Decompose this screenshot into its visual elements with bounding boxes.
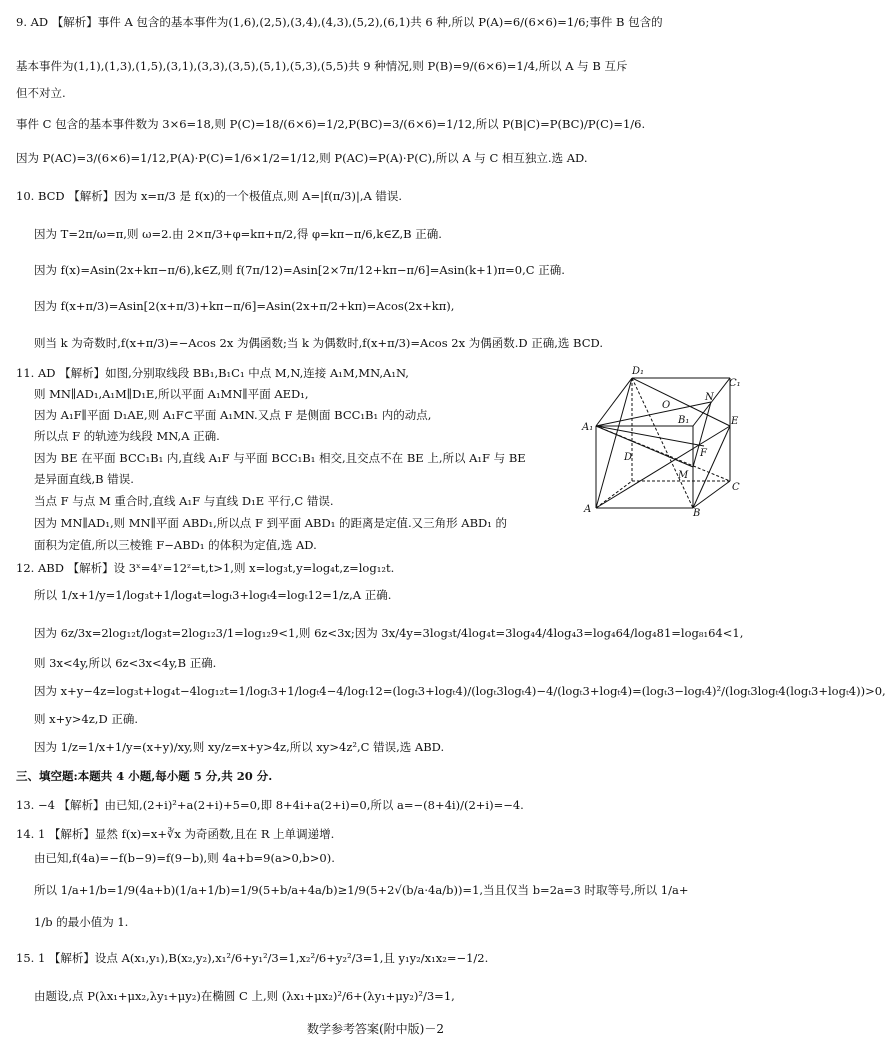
q11-line-1: 11. AD 【解析】如图,分别取线段 BB₁,B₁C₁ 中点 M,N,连接 A₁M,MN,A₁N, [16, 366, 409, 380]
q12-line-7: 因为 1/z=1/x+1/y=(x+y)/xy,则 xy/z=x+y>4z,所以 xy>4z²,C 错误,选 ABD. [34, 740, 445, 754]
label-d1: D₁ [632, 366, 645, 377]
q10-line-4: 因为 f(x+π/3)=Asin[2(x+π/3)+kπ−π/6]=Asin(2x+π/2+kπ)=Acos(2x+kπ), [34, 299, 455, 313]
line-a1f [596, 426, 704, 446]
label-b1: B₁ [678, 415, 690, 426]
q15-line-2: 由题设,点 P(λx₁+μx₂,λy₁+μy₂)在椭圆 C 上,则 (λx₁+μx₂)²/6+(λy₁+μy₂)²/3=1, [34, 989, 455, 1003]
line-d1b [632, 378, 693, 508]
q9-line-5: 因为 P(AC)=3/(6×6)=1/12,P(A)·P(C)=1/6×1/2=1/12,则 P(AC)=P(A)·P(C),所以 A 与 C 相互独立.选 AD. [16, 151, 588, 165]
line-ad1 [596, 378, 632, 508]
q10-line-1: 10. BCD 【解析】因为 x=π/3 是 f(x)的一个极值点,则 A=|f(π/3)|,A 错误. [16, 189, 403, 203]
edge-a1d1 [596, 378, 632, 426]
q14-line-3: 所以 1/a+1/b=1/9(4a+b)(1/a+1/b)=1/9(5+b/a+4a/b)≥1/9(5+2√(b/a·4a/b))=1,当且仅当 b=2a=3 时取等号,所以 1/a+ [34, 883, 689, 897]
label-o: O [662, 400, 671, 411]
line-a1n [596, 402, 711, 426]
line-a1c [596, 426, 730, 481]
label-e: E [731, 416, 739, 427]
label-b: B [693, 508, 701, 519]
label-n: N [705, 392, 714, 403]
q11-line-3: 因为 A₁F∥平面 D₁AE,则 A₁F⊂平面 A₁MN.又点 F 是侧面 BCC₁B₁ 内的动点, [34, 408, 432, 422]
q10-line-2: 因为 T=2π/ω=π,则 ω=2.由 2×π/3+φ=kπ+π/2,得 φ=kπ−π/6,k∈Z,B 正确. [34, 227, 442, 241]
label-c: C [732, 482, 740, 493]
q11-line-6: 是异面直线,B 错误. [34, 472, 134, 486]
label-m: M [678, 470, 689, 481]
label-a: A [584, 504, 592, 515]
q12-line-6: 则 x+y>4z,D 正确. [34, 712, 138, 726]
q9-line-3: 但不对立. [16, 86, 66, 100]
q12-line-3: 因为 6z/3x=2log₁₂t/log₃t=2log₁₂3/1=log₁₂9<1,则 6z<3x;因为 3x/4y=3log₃t/4log₄t=3log₄4/4log₄3=log₄64/log₄81=log₈₁64<1, [34, 626, 744, 640]
q15-line-1: 15. 1 【解析】设点 A(x₁,y₁),B(x₂,y₂),x₁²/6+y₁²/3=1,x₂²/6+y₂²/3=1,且 y₁y₂/x₁x₂=−1/2. [16, 951, 489, 965]
q10-line-5: 则当 k 为奇数时,f(x+π/3)=−Acos 2x 为偶函数;当 k 为偶数时,f(x+π/3)=Acos 2x 为偶函数.D 正确,选 BCD. [34, 336, 603, 350]
q11-line-7: 当点 F 与点 M 重合时,直线 A₁F 与直线 D₁E 平行,C 错误. [34, 494, 334, 508]
line-be [693, 426, 730, 508]
q12-line-1: 12. ABD 【解析】设 3ˣ=4ʸ=12ᶻ=t,t>1,则 x=log₃t,y=log₄t,z=log₁₂t. [16, 561, 395, 575]
q14-line-4: 1/b 的最小值为 1. [34, 915, 129, 929]
q14-line-2: 由已知,f(4a)=−f(b−9)=f(9−b),则 4a+b=9(a>0,b>0). [34, 851, 335, 865]
q14-line-1: 14. 1 【解析】显然 f(x)=x+∛x 为奇函数,且在 R 上单调递增. [16, 827, 335, 841]
q9-line-4: 事件 C 包含的基本事件数为 3×6=18,则 P(C)=18/(6×6)=1/2,P(BC)=3/(6×6)=1/12,所以 P(B|C)=P(BC)/P(C)=1/6. [16, 117, 646, 131]
q13-line-1: 13. −4 【解析】由已知,(2+i)²+a(2+i)+5=0,即 8+4i+a(2+i)=0,所以 a=−(8+4i)/(2+i)=−4. [16, 798, 524, 812]
q9-line-2: 基本事件为(1,1),(1,3),(1,5),(3,1),(3,3),(3,5),(5,1),(5,3),(5,5)共 9 种情况,则 P(B)=9/(6×6)=1/4,所以 A 与 B 互斥 [16, 59, 628, 73]
q11-line-8: 因为 MN∥AD₁,则 MN∥平面 ABD₁,所以点 F 到平面 ABD₁ 的距离是定值.又三角形 ABD₁ 的 [34, 516, 508, 530]
q10-line-3: 因为 f(x)=Asin(2x+kπ−π/6),k∈Z,则 f(7π/12)=Asin[2×7π/12+kπ−π/6]=Asin(k+1)π=0,C 正确. [34, 263, 565, 277]
q11-line-5: 因为 BE 在平面 BCC₁B₁ 内,直线 A₁F 与平面 BCC₁B₁ 相交,且交点不在 BE 上,所以 A₁F 与 BE [34, 451, 526, 465]
q9-line-1: 9. AD 【解析】事件 A 包含的基本事件为(1,6),(2,5),(3,4),(4,3),(5,2),(6,1)共 6 种,所以 P(A)=6/(6×6)=1/6;事件 B 包含的 [16, 15, 663, 29]
q12-line-2: 所以 1/x+1/y=1/log₃t+1/log₄t=logₜ3+logₜ4=logₜ12=1/z,A 正确. [34, 588, 392, 602]
q11-line-4: 所以点 F 的轨迹为线段 MN,A 正确. [34, 429, 220, 443]
label-a1: A₁ [582, 422, 594, 433]
label-c1: C₁ [729, 378, 741, 389]
section-heading-fill-in: 三、填空题:本题共 4 小题,每小题 5 分,共 20 分. [16, 769, 273, 783]
label-d: D [624, 452, 633, 463]
edge-ad [596, 481, 632, 508]
q12-line-4: 则 3x<4y,所以 6z<3x<4y,B 正确. [34, 656, 217, 670]
page-footer: 数学参考答案(附中版)－2 [307, 1022, 444, 1036]
q11-line-2: 则 MN∥AD₁,A₁M∥D₁E,所以平面 A₁MN∥平面 AED₁, [34, 387, 309, 401]
q12-line-5: 因为 x+y−4z=log₃t+log₄t−4log₁₂t=1/logₜ3+1/logₜ4−4/logₜ12=(logₜ3+logₜ4)/(logₜ3logₜ4)−4/(logₜ3+logₜ4)=(logₜ3−logₜ4)²/(logₜ3logₜ4(logₜ3+logₜ4))>0, [34, 684, 886, 698]
q11-line-9: 面积为定值,所以三棱锥 F−ABD₁ 的体积为定值,选 AD. [34, 538, 317, 552]
cube-figure [580, 366, 741, 519]
label-f: F [700, 448, 707, 459]
